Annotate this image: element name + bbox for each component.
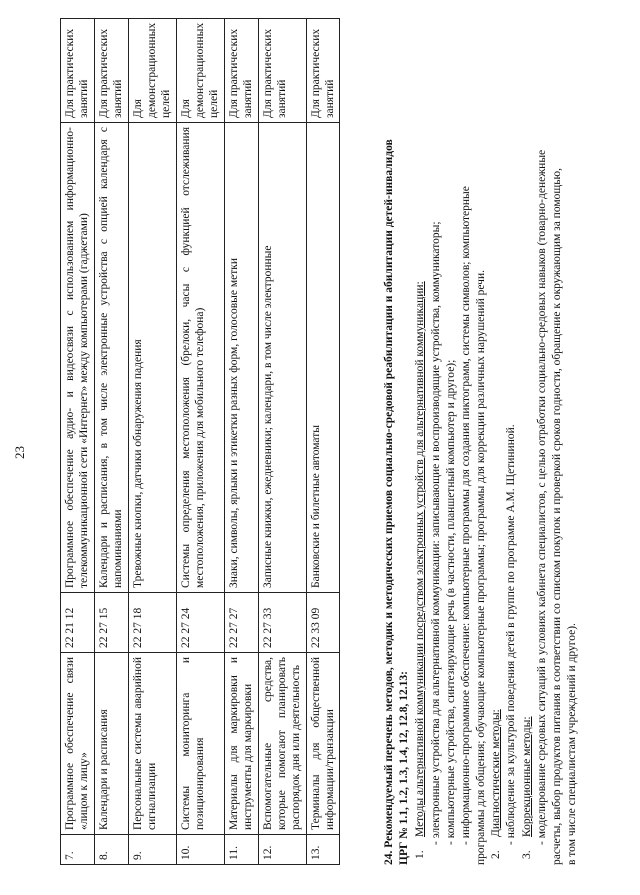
item-number: 1. bbox=[414, 850, 427, 859]
item-line: расчеты, выбор продуктов питания в соответствии со списком покупок и проверкой сроков годности, обращение к окружающим за помощью, bbox=[550, 168, 563, 865]
device-code: 22 27 33 bbox=[258, 593, 306, 653]
device-purpose: Для практических занятий bbox=[258, 19, 306, 123]
device-description: Программное обеспечение аудио- и видеосвязи с использованием информационно-телекоммуникационной сети «Интернет» между компьютерами (гаджетами) bbox=[61, 123, 95, 593]
device-description: Системы определения местоположения (брелоки, часы с функцией отслеживания местоположения, приложения для мобильного телефона) bbox=[176, 123, 224, 593]
item-heading: Диагностические методы: bbox=[490, 709, 503, 837]
item-line: - компьютерные устройства, синтезирующие речь (в частности, планшетный компьютер и другое); bbox=[444, 359, 457, 845]
device-purpose: Для практических занятий bbox=[306, 19, 340, 123]
item-line: в том числе специалистам учреждений и другое). bbox=[566, 623, 579, 865]
table-row bbox=[128, 19, 176, 865]
device-name: Персональные системы аварийной сигнализации bbox=[128, 653, 176, 835]
device-purpose: Для демонстрационных целей bbox=[128, 19, 176, 123]
table-row bbox=[306, 19, 340, 865]
device-name: Вспомогательные средства, которые помогают планировать распорядок дня или деятельность bbox=[258, 653, 306, 835]
device-code: 22 27 15 bbox=[94, 593, 128, 653]
page-number: 23 bbox=[12, 446, 27, 459]
device-description: Знаки, символы, ярлыки и этикетки разных форм, голосовые метки bbox=[224, 123, 258, 593]
device-purpose: Для практических занятий bbox=[94, 19, 128, 123]
table-row bbox=[176, 19, 224, 865]
item-line: - моделирование средовых ситуаций в условиях кабинета специалистов, с целью отработки социально-средовых навыков (товарно-денежные bbox=[535, 149, 548, 845]
item-line: - наблюдение за культурой поведения детей в группе по программе А.М. Щетининой. bbox=[505, 424, 518, 845]
section-codes: ЦРГ № 1.1, 1.2, 1.3, 1.4, 12, 12.8, 12.13: bbox=[398, 671, 411, 865]
device-description: Записные книжки, ежедневники; календари, в том числе электронные bbox=[258, 123, 306, 593]
device-code: 22 33 09 bbox=[306, 593, 340, 653]
device-code: 22 27 18 bbox=[128, 593, 176, 653]
row-number: 12. bbox=[258, 835, 306, 865]
device-description: Банковские и билетные автоматы bbox=[306, 123, 340, 593]
row-number: 9. bbox=[128, 835, 176, 865]
section-title: 24. Рекомендуемый перечень методов, методик и методических приемов социально-средовой реабилитации и абилитации детей-инвалидов bbox=[383, 139, 395, 865]
methods-item bbox=[489, 19, 519, 865]
device-code: 22 27 27 bbox=[224, 593, 258, 653]
assistive-devices-table bbox=[60, 18, 340, 865]
item-number: 2. bbox=[490, 850, 503, 859]
row-number: 8. bbox=[94, 835, 128, 865]
table-row bbox=[224, 19, 258, 865]
table-row bbox=[61, 19, 95, 865]
item-heading: Методы альтернативной коммуникации посредством электронных устройств для альтернативной коммуникации: bbox=[414, 281, 427, 837]
item-line: программы для общения; обучающие компьютерные программы; программы для коррекции различных нарушений речи. bbox=[475, 270, 488, 865]
row-number: 13. bbox=[306, 835, 340, 865]
table-row bbox=[94, 19, 128, 865]
device-code: 22 21 12 bbox=[61, 593, 95, 653]
methods-item bbox=[413, 19, 489, 865]
device-name: Материалы для маркировки и инструменты для маркировки bbox=[224, 653, 258, 835]
methods-item bbox=[520, 19, 581, 865]
device-code: 22 27 24 bbox=[176, 593, 224, 653]
device-purpose: Для практических занятий bbox=[61, 19, 95, 123]
device-name: Программное обеспечение связи «лицом к лицу» bbox=[61, 653, 95, 835]
item-number: 3. bbox=[520, 850, 533, 859]
table-row bbox=[258, 19, 306, 865]
item-heading: Коррекционные методы: bbox=[520, 716, 533, 837]
row-number: 10. bbox=[176, 835, 224, 865]
device-description: Тревожные кнопки, датчики обнаружения падения bbox=[128, 123, 176, 593]
row-number: 7. bbox=[61, 835, 95, 865]
device-name: Терминалы для общественной информации/транзакции bbox=[306, 653, 340, 835]
item-line: - информационно-программное обеспечение: компьютерные программы для создания пиктограмм, системы символов; компьютерные bbox=[459, 186, 472, 845]
device-description: Календари и расписания, в том числе электронные устройства с опцией календаря с напоминаниями bbox=[94, 123, 128, 593]
device-name: Календари и расписания bbox=[94, 653, 128, 835]
device-purpose: Для демонстрационных целей bbox=[176, 19, 224, 123]
device-purpose: Для практических занятий bbox=[224, 19, 258, 123]
item-line: - электронные устройства для альтернативной коммуникации: записывающие и воспроизводящие устройства, коммуникаторы; bbox=[429, 221, 442, 845]
device-name: Системы мониторинга и позиционирования bbox=[176, 653, 224, 835]
row-number: 11. bbox=[224, 835, 258, 865]
methods-section bbox=[382, 19, 580, 865]
